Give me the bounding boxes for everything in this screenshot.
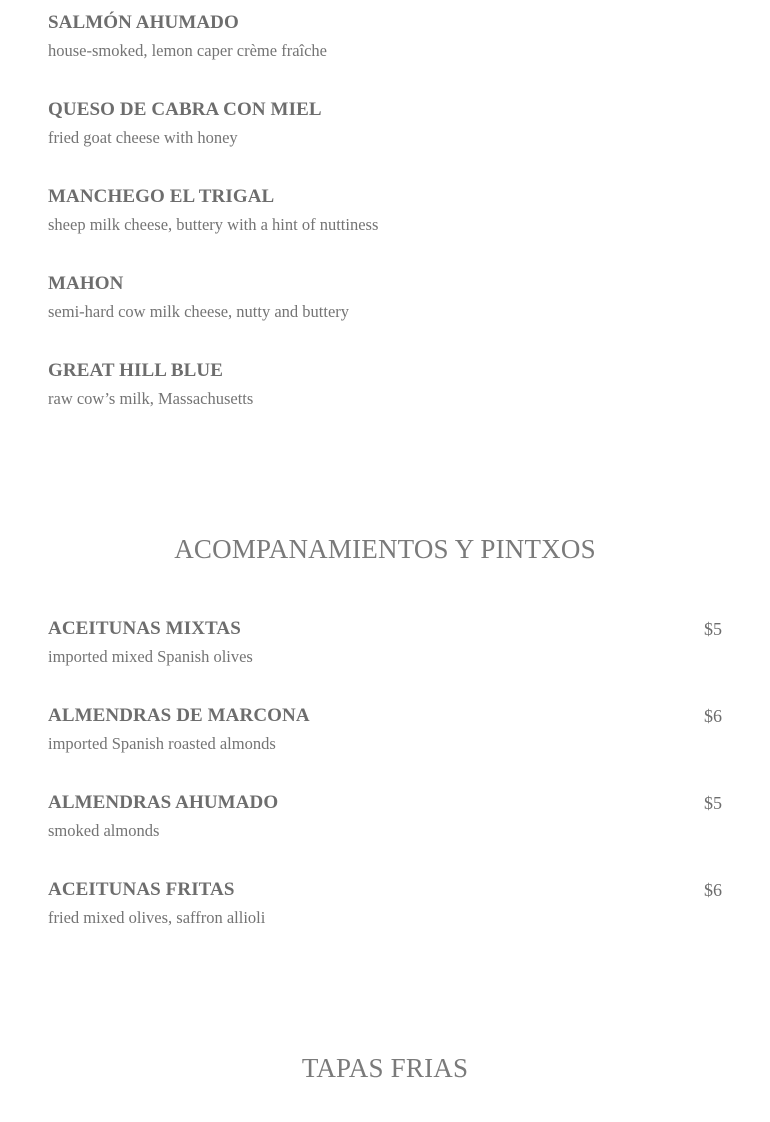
item-description: imported mixed Spanish olives [48,647,253,666]
section-title-acompanamientos: ACOMPANAMIENTOS Y PINTXOS [174,534,596,564]
item-price: $5 [704,619,722,639]
item-name: MANCHEGO EL TRIGAL [48,186,275,207]
item-description: sheep milk cheese, buttery with a hint of nuttiness [48,215,379,234]
item-description: fried goat cheese with honey [48,128,238,147]
item-name: QUESO DE CABRA CON MIEL [48,99,322,120]
item-description: semi-hard cow milk cheese, nutty and buttery [48,302,350,321]
item-name: ALMENDRAS DE MARCONA [48,705,310,726]
section-title-tapas-frias: TAPAS FRIAS [301,1053,469,1083]
item-description: smoked almonds [48,821,160,840]
item-description: fried mixed olives, saffron allioli [48,908,266,927]
item-name: ALMENDRAS AHUMADO [48,792,279,813]
item-name: GREAT HILL BLUE [48,360,224,381]
item-price: $5 [704,793,722,813]
item-name: ACEITUNAS FRITAS [48,879,235,900]
item-name: MAHON [48,273,124,294]
item-price: $6 [704,880,722,900]
item-description: raw cow’s milk, Massachusetts [48,389,254,408]
item-description: house-smoked, lemon caper crème fraîche [48,41,327,60]
item-price: $6 [704,706,722,726]
item-description: imported Spanish roasted almonds [48,734,276,753]
item-name: ACEITUNAS MIXTAS [48,618,241,639]
item-name: SALMÓN AHUMADO [48,12,239,33]
